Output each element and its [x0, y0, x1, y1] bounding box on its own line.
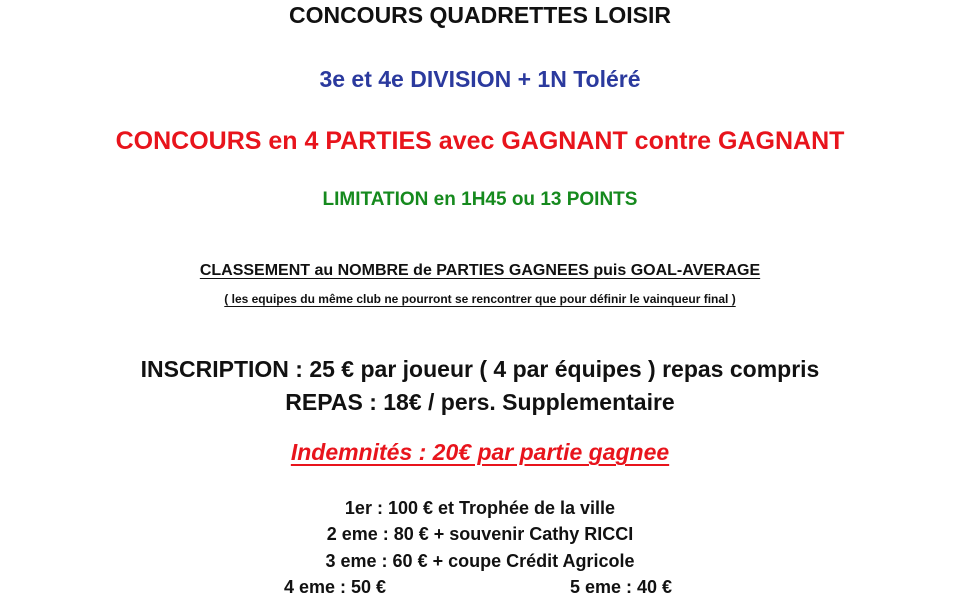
prize-second: 2 eme : 80 € + souvenir Cathy RICCI — [326, 524, 634, 544]
prize-fifth: 5 eme : 40 € — [570, 577, 673, 597]
event-title: CONCOURS QUADRETTES LOISIR — [288, 2, 672, 28]
registration-fee: INSCRIPTION : 25 € par joueur ( 4 par équipes ) repas compris — [140, 356, 820, 382]
club-note: ( les equipes du même club ne pourront se rencontrer que pour définir le vainqueur final ) — [224, 292, 736, 306]
prize-first: 1er : 100 € et Trophée de la ville — [344, 498, 616, 518]
prize-fourth: 4 eme : 50 € — [284, 577, 387, 597]
compensation: Indemnités : 20€ par partie gagnee — [290, 439, 670, 465]
division-line: 3e et 4e DIVISION + 1N Toléré — [319, 66, 641, 92]
prize-row-fourth-fifth — [0, 577, 960, 600]
ranking-rule: CLASSEMENT au NOMBRE de PARTIES GAGNEES puis GOAL-AVERAGE — [199, 262, 761, 279]
prize-third: 3 eme : 60 € + coupe Crédit Agricole — [325, 551, 635, 571]
competition-format: CONCOURS en 4 PARTIES avec GAGNANT contre GAGNANT — [115, 127, 845, 155]
time-limit: LIMITATION en 1H45 ou 13 POINTS — [322, 189, 638, 210]
meal-price: REPAS : 18€ / pers. Supplementaire — [285, 389, 675, 415]
